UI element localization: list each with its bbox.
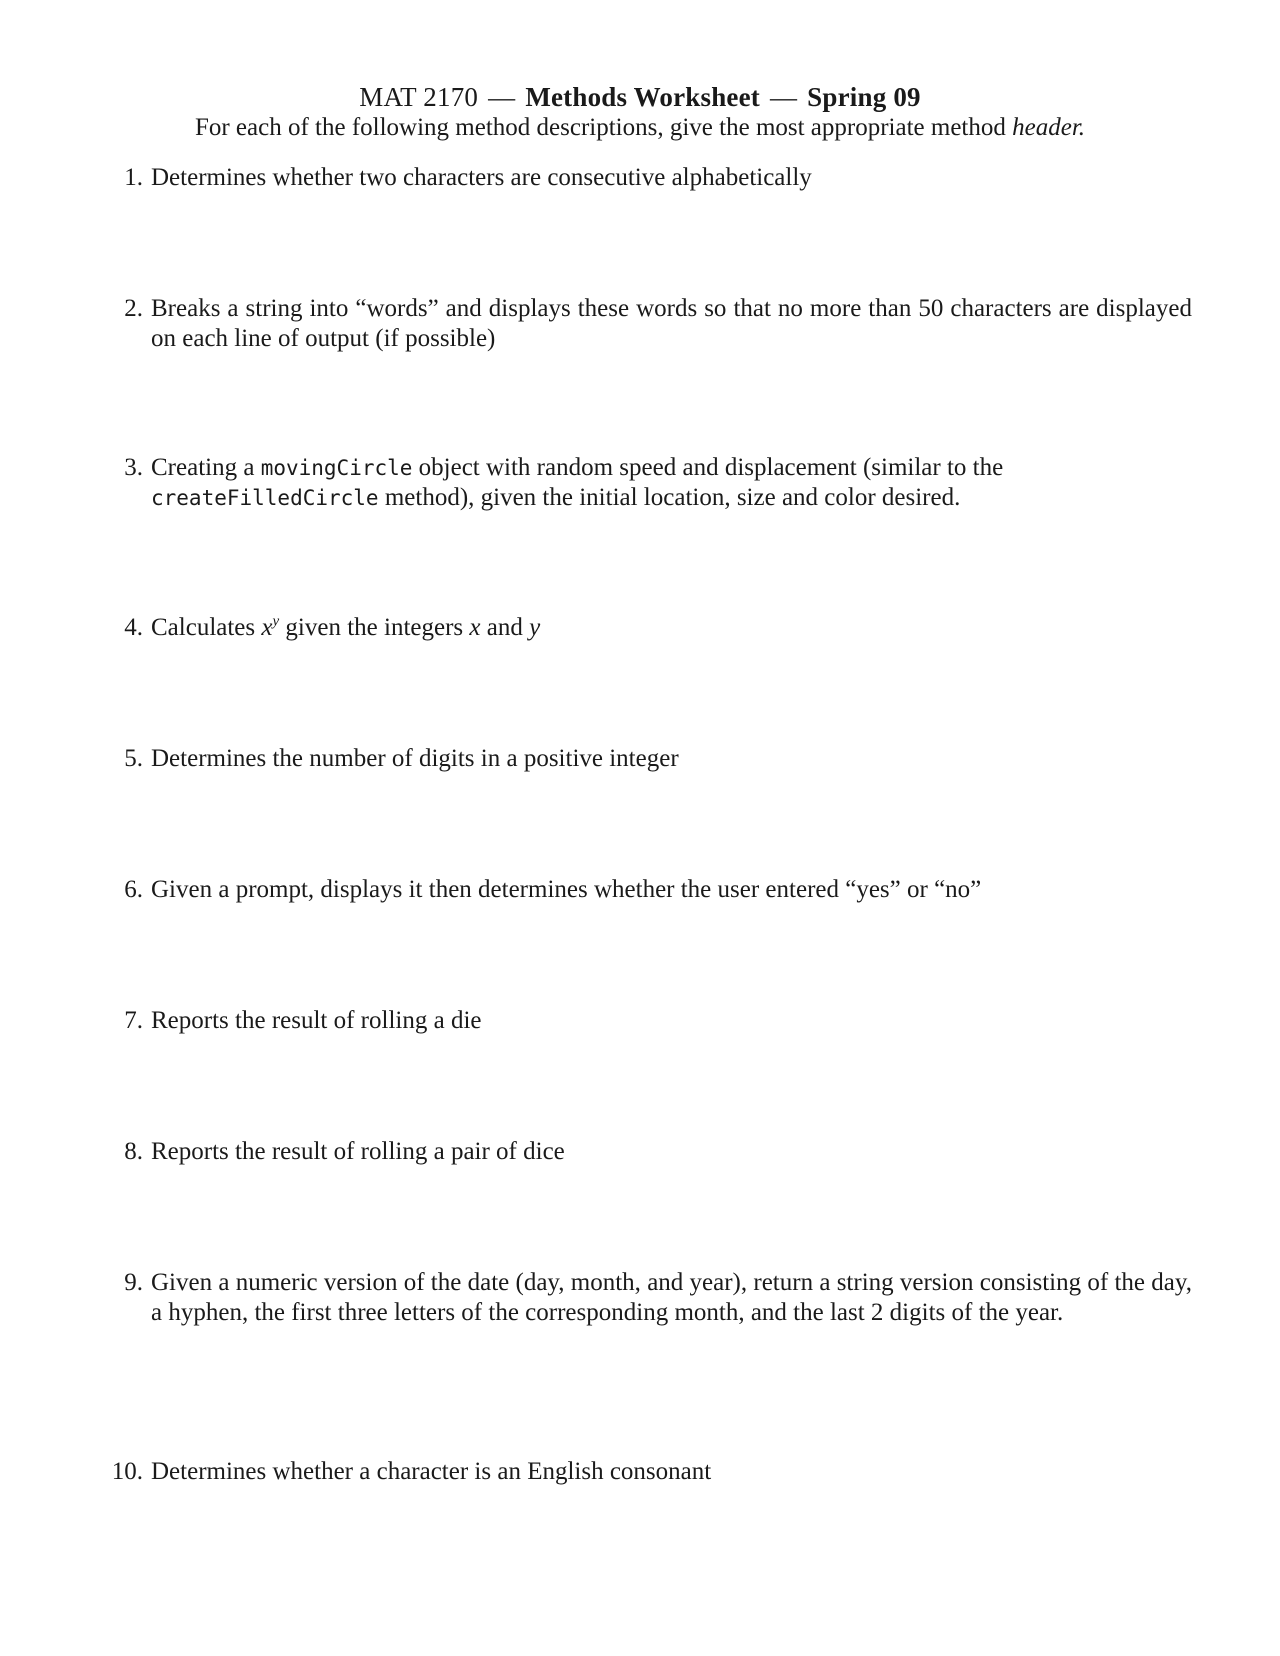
question-item: [107, 1457, 1192, 1487]
math-variable-x: x: [469, 614, 481, 641]
code-moving-circle: movingCircle: [260, 456, 413, 480]
code-create-filled-circle: createFilledCircle: [151, 486, 379, 510]
question-number: 4.: [124, 614, 143, 641]
text-segment: method), given the initial location, size and color desired.: [384, 484, 961, 511]
question-text: Determines whether a character is an English consonant: [151, 1458, 712, 1485]
question-text: [151, 453, 1192, 513]
question-item: [107, 875, 1192, 905]
math-exponent: y: [272, 613, 280, 630]
question-text: Reports the result of rolling a pair of dice: [151, 1138, 565, 1165]
question-item: [107, 1006, 1192, 1036]
question-number: 7.: [124, 1007, 143, 1034]
question-text: Breaks a string into “words” and displays these words so that no more than 50 characters are displayed on each line of output (if possible): [151, 295, 1192, 352]
worksheet-title: Methods Worksheet: [525, 82, 760, 112]
math-base: x: [261, 614, 273, 641]
question-item: [107, 453, 1192, 513]
question-text: Reports the result of rolling a die: [151, 1007, 482, 1034]
instructions-lead: For each of the following method descriptions, give the most appropriate method: [194, 114, 1006, 141]
course-code: MAT 2170: [359, 82, 479, 112]
text-segment: and: [486, 614, 523, 641]
question-number: 6.: [124, 876, 143, 903]
text-segment: Calculates: [151, 614, 256, 641]
question-number: 10.: [111, 1458, 143, 1485]
question-text: Given a numeric version of the date (day, month, and year), return a string version consisting of the day, a hyphen, the first three letters of the corresponding month, and the last 2 digits of the year.: [151, 1269, 1192, 1326]
worksheet-header: [0, 80, 1280, 144]
instructions-emphasis: header.: [1012, 114, 1086, 141]
instructions: [0, 112, 1280, 144]
question-number: 3.: [124, 454, 143, 481]
question-text: Determines whether two characters are consecutive alphabetically: [151, 164, 812, 191]
question-number: 5.: [124, 745, 143, 772]
question-number: 9.: [124, 1269, 143, 1296]
math-variable-y: y: [529, 614, 541, 641]
text-segment: object with random speed and displacement (similar to the: [418, 454, 1004, 481]
title-separator: —: [769, 82, 798, 112]
question-item: [107, 294, 1192, 354]
math-power: [261, 614, 279, 641]
question-number: 2.: [124, 295, 143, 322]
text-segment: given the integers: [285, 614, 464, 641]
page-title: [0, 80, 1280, 114]
question-text: [151, 613, 1192, 643]
question-item: [107, 163, 1192, 193]
question-item: [107, 1137, 1192, 1167]
question-item: [107, 613, 1192, 643]
question-number: 1.: [124, 164, 143, 191]
text-segment: Creating a: [151, 454, 255, 481]
question-text: Given a prompt, displays it then determines whether the user entered “yes” or “no”: [151, 876, 982, 903]
question-number: 8.: [124, 1138, 143, 1165]
term-label: Spring 09: [807, 82, 921, 112]
question-item: [107, 1268, 1192, 1328]
title-separator: —: [488, 82, 516, 112]
question-text: Determines the number of digits in a positive integer: [151, 745, 679, 772]
question-item: [107, 744, 1192, 774]
